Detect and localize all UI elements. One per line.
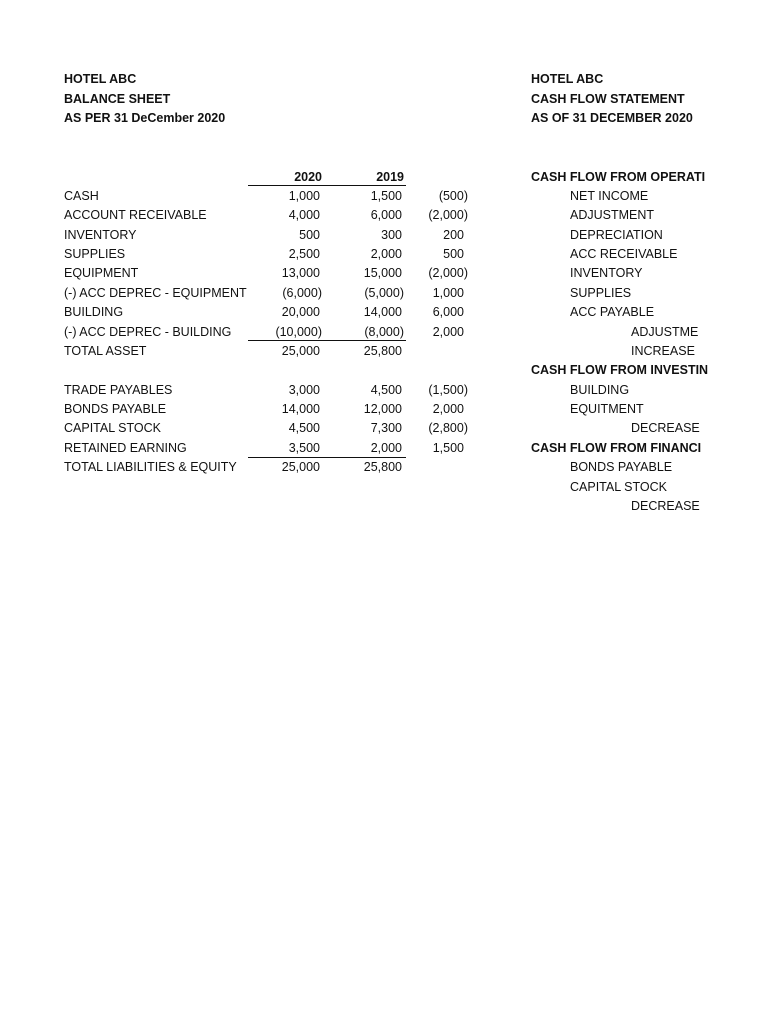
- cf-decrease-investing: DECREASE: [631, 421, 700, 435]
- bs-row-label: CAPITAL STOCK: [64, 421, 162, 435]
- bs-row-diff: 2,000: [432, 402, 464, 416]
- bs-row-2019: 12,000: [363, 402, 402, 416]
- bs-row-2020: 2,500: [288, 247, 320, 261]
- bs-row-2020: 3,500: [288, 441, 320, 455]
- bs-row-2019: 4,500: [370, 383, 402, 397]
- bs-row-2019: 6,000: [370, 208, 402, 222]
- bs-header-underline: [248, 185, 406, 186]
- bs-total-liab-2019: 25,800: [363, 460, 402, 474]
- bs-row-2020: (10,000): [275, 325, 322, 339]
- bs-row-label: CASH: [64, 189, 99, 203]
- cf-acc-payable: ACC PAYABLE: [570, 305, 655, 319]
- cf-capital-stock: CAPITAL STOCK: [570, 480, 668, 494]
- bs-company: HOTEL ABC: [64, 72, 137, 86]
- bs-row-label: BONDS PAYABLE: [64, 402, 167, 416]
- bs-row-diff: (2,000): [428, 208, 468, 222]
- bs-row-diff: (500): [438, 189, 468, 203]
- bs-row-2019: 2,000: [370, 247, 402, 261]
- bs-row-2019: (8,000): [364, 325, 404, 339]
- bs-row-2020: 4,000: [288, 208, 320, 222]
- bs-row-2020: 20,000: [281, 305, 320, 319]
- bs-row-2020: 14,000: [281, 402, 320, 416]
- bs-row-label: RETAINED EARNING: [64, 441, 187, 455]
- bs-row-label: TRADE PAYABLES: [64, 383, 173, 397]
- bs-row-diff: (2,000): [428, 266, 468, 280]
- cf-net-income: NET INCOME: [570, 189, 649, 203]
- bs-total-asset-label: TOTAL ASSET: [64, 344, 147, 358]
- bs-row-2020: 500: [299, 228, 320, 242]
- bs-total-asset-2019: 25,800: [363, 344, 402, 358]
- bs-row-label: SUPPLIES: [64, 247, 126, 261]
- bs-row-2019: (5,000): [364, 286, 404, 300]
- cf-company: HOTEL ABC: [531, 72, 604, 86]
- bs-row-diff: 2,000: [432, 325, 464, 339]
- bs-total-asset-2020: 25,000: [281, 344, 320, 358]
- bs-total-asset-rule: [248, 340, 406, 341]
- bs-row-2019: 300: [381, 228, 402, 242]
- bs-row-label: ACCOUNT RECEIVABLE: [64, 208, 207, 222]
- bs-row-diff: (2,800): [428, 421, 468, 435]
- bs-row-label: (-) ACC DEPREC - EQUIPMENT: [64, 286, 247, 300]
- bs-row-2019: 15,000: [363, 266, 402, 280]
- bs-row-2020: 4,500: [288, 421, 320, 435]
- bs-row-2019: 7,300: [370, 421, 402, 435]
- bs-row-diff: 200: [443, 228, 464, 242]
- cf-building: BUILDING: [570, 383, 630, 397]
- bs-row-2020: 13,000: [281, 266, 320, 280]
- cf-decrease-financing: DECREASE: [631, 499, 700, 513]
- bs-col-2019: 2019: [376, 170, 404, 184]
- cf-inventory: INVENTORY: [570, 266, 643, 280]
- cf-investing-header: CASH FLOW FROM INVESTIN: [531, 363, 709, 377]
- bs-date: AS PER 31 DeCember 2020: [64, 111, 226, 125]
- cf-adjustment: ADJUSTMENT: [570, 208, 655, 222]
- bs-row-diff: 1,500: [432, 441, 464, 455]
- cf-equitment: EQUITMENT: [570, 402, 644, 416]
- bs-row-diff: (1,500): [428, 383, 468, 397]
- cf-operating-header: CASH FLOW FROM OPERATI: [531, 170, 706, 184]
- bs-total-liab-2020: 25,000: [281, 460, 320, 474]
- bs-row-label: EQUIPMENT: [64, 266, 139, 280]
- bs-col-2020: 2020: [294, 170, 322, 184]
- cf-date: AS OF 31 DECEMBER 2020: [531, 111, 693, 125]
- bs-row-2020: 1,000: [288, 189, 320, 203]
- bs-row-label: INVENTORY: [64, 228, 137, 242]
- bs-row-2019: 1,500: [370, 189, 402, 203]
- bs-row-2020: (6,000): [282, 286, 322, 300]
- bs-row-2019: 14,000: [363, 305, 402, 319]
- bs-row-diff: 6,000: [432, 305, 464, 319]
- cf-bonds-payable: BONDS PAYABLE: [570, 460, 673, 474]
- bs-total-liab-label: TOTAL LIABILITIES & EQUITY: [64, 460, 237, 474]
- bs-row-2019: 2,000: [370, 441, 402, 455]
- cf-increase: INCREASE: [631, 344, 695, 358]
- cf-supplies: SUPPLIES: [570, 286, 632, 300]
- bs-title: BALANCE SHEET: [64, 92, 171, 106]
- bs-row-label: BUILDING: [64, 305, 124, 319]
- bs-row-diff: 500: [443, 247, 464, 261]
- bs-row-diff: 1,000: [432, 286, 464, 300]
- cf-depreciation: DEPRECIATION: [570, 228, 663, 242]
- cf-title: CASH FLOW STATEMENT: [531, 92, 685, 106]
- bs-row-2020: 3,000: [288, 383, 320, 397]
- bs-total-liab-rule: [248, 457, 406, 458]
- cf-acc-receivable: ACC RECEIVABLE: [570, 247, 678, 261]
- cf-adjustme: ADJUSTME: [631, 325, 699, 339]
- cf-financing-header: CASH FLOW FROM FINANCI: [531, 441, 702, 455]
- bs-row-label: (-) ACC DEPREC - BUILDING: [64, 325, 232, 339]
